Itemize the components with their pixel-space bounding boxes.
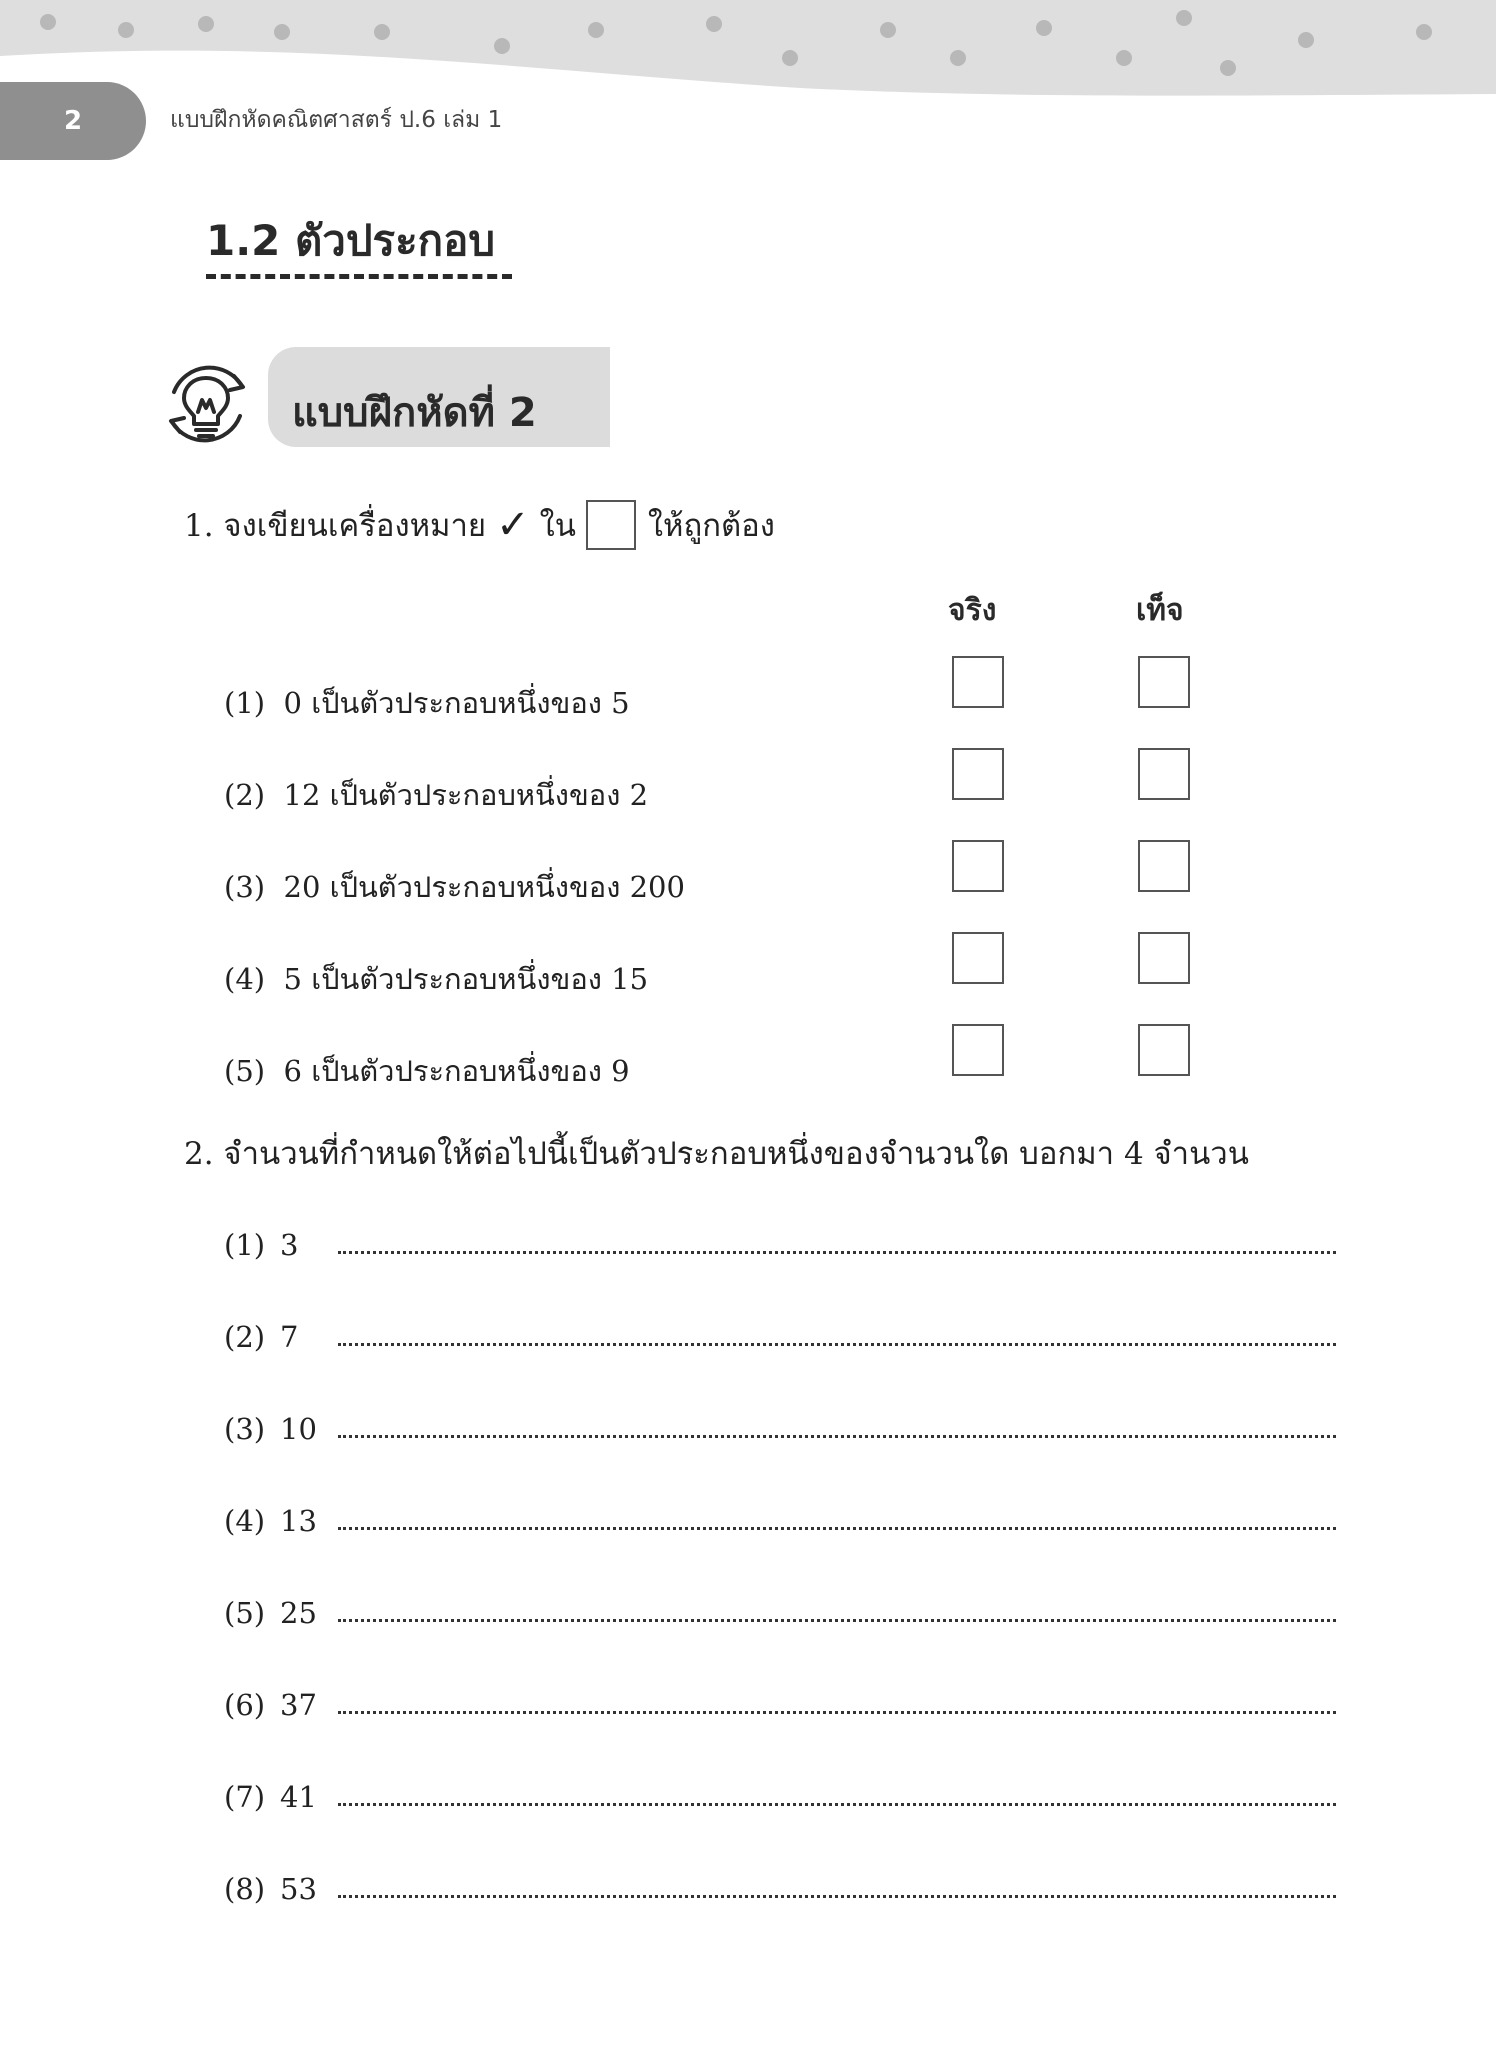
false-checkbox[interactable] xyxy=(1138,840,1190,892)
true-checkbox[interactable] xyxy=(952,656,1004,708)
q2-item-value: 13 xyxy=(280,1504,317,1538)
false-checkbox[interactable] xyxy=(1138,656,1190,708)
q1-instruction xyxy=(184,500,775,550)
q1-item-number: (5) xyxy=(224,1054,266,1088)
q2-item xyxy=(224,1402,1336,1446)
answer-line[interactable] xyxy=(338,1527,1336,1530)
lightbulb-cycle-icon xyxy=(154,356,258,450)
q1-item-text: 12 เป็นตัวประกอบหนึ่งของ 2 xyxy=(283,778,649,812)
q2-item xyxy=(224,1678,1336,1722)
answer-line[interactable] xyxy=(338,1343,1336,1346)
true-checkbox[interactable] xyxy=(952,932,1004,984)
answer-line[interactable] xyxy=(338,1895,1336,1898)
q2-item-number: (7) xyxy=(224,1780,266,1814)
q2-item xyxy=(224,1494,1336,1538)
answer-line[interactable] xyxy=(338,1435,1336,1438)
column-header-false: เท็จ xyxy=(1136,593,1184,628)
answer-line[interactable] xyxy=(338,1619,1336,1622)
sample-checkbox xyxy=(586,500,636,550)
q2-prompt: 2. จำนวนที่กำหนดให้ต่อไปนี้เป็นตัวประกอบหนึ่งของจำนวนใด บอกมา 4 จำนวน xyxy=(184,1136,1249,1172)
exercise-title: แบบฝึกหัดที่ 2 xyxy=(292,390,537,436)
false-checkbox[interactable] xyxy=(1138,932,1190,984)
q2-item-value: 53 xyxy=(280,1872,317,1906)
true-checkbox[interactable] xyxy=(952,748,1004,800)
q1-suffix: ให้ถูกต้อง xyxy=(647,508,775,544)
q1-prefix: 1. จงเขียนเครื่องหมาย xyxy=(184,508,487,544)
q2-item xyxy=(224,1218,1336,1262)
q2-item xyxy=(224,1770,1336,1814)
q1-middle: ใน xyxy=(539,508,576,544)
section-title: 1.2 ตัวประกอบ xyxy=(206,216,495,265)
q2-item xyxy=(224,1586,1336,1630)
q2-item-number: (8) xyxy=(224,1872,266,1906)
q1-item-text: 6 เป็นตัวประกอบหนึ่งของ 9 xyxy=(283,1054,630,1088)
q2-item-value: 7 xyxy=(280,1320,299,1354)
q1-item-number: (1) xyxy=(224,686,266,720)
q2-item-value: 41 xyxy=(280,1780,317,1814)
running-title: แบบฝึกหัดคณิตศาสตร์ ป.6 เล่ม 1 xyxy=(170,107,503,133)
q2-item-value: 3 xyxy=(280,1228,299,1262)
answer-line[interactable] xyxy=(338,1251,1336,1254)
q2-item-value: 25 xyxy=(280,1596,317,1630)
q1-item-number: (3) xyxy=(224,870,266,904)
q2-item-number: (6) xyxy=(224,1688,266,1722)
column-header-true: จริง xyxy=(948,593,997,628)
answer-line[interactable] xyxy=(338,1803,1336,1806)
q2-item xyxy=(224,1862,1336,1906)
page-number-tab xyxy=(0,82,146,160)
q2-item xyxy=(224,1310,1336,1354)
false-checkbox[interactable] xyxy=(1138,1024,1190,1076)
q2-item-value: 10 xyxy=(280,1412,317,1446)
check-mark-icon: ✓ xyxy=(496,502,530,548)
q1-item xyxy=(224,1048,630,1094)
header-wave-band xyxy=(0,0,1496,110)
q2-item-number: (4) xyxy=(224,1504,266,1538)
q2-item-value: 37 xyxy=(280,1688,317,1722)
page-number: 2 xyxy=(63,106,83,136)
q2-item-number: (3) xyxy=(224,1412,266,1446)
answer-line[interactable] xyxy=(338,1711,1336,1714)
q1-item-text: 5 เป็นตัวประกอบหนึ่งของ 15 xyxy=(283,962,649,996)
q1-item xyxy=(224,956,648,1002)
q1-item-number: (4) xyxy=(224,962,266,996)
q2-item-number: (2) xyxy=(224,1320,266,1354)
q2-item-number: (1) xyxy=(224,1228,266,1262)
q1-item-number: (2) xyxy=(224,778,266,812)
false-checkbox[interactable] xyxy=(1138,748,1190,800)
q1-item-text: 20 เป็นตัวประกอบหนึ่งของ 200 xyxy=(283,870,685,904)
true-checkbox[interactable] xyxy=(952,840,1004,892)
q1-item xyxy=(224,772,648,818)
q2-item-number: (5) xyxy=(224,1596,266,1630)
true-checkbox[interactable] xyxy=(952,1024,1004,1076)
section-title-underline xyxy=(206,274,512,279)
q1-item xyxy=(224,864,685,910)
q1-item xyxy=(224,680,630,726)
q1-item-text: 0 เป็นตัวประกอบหนึ่งของ 5 xyxy=(283,686,630,720)
